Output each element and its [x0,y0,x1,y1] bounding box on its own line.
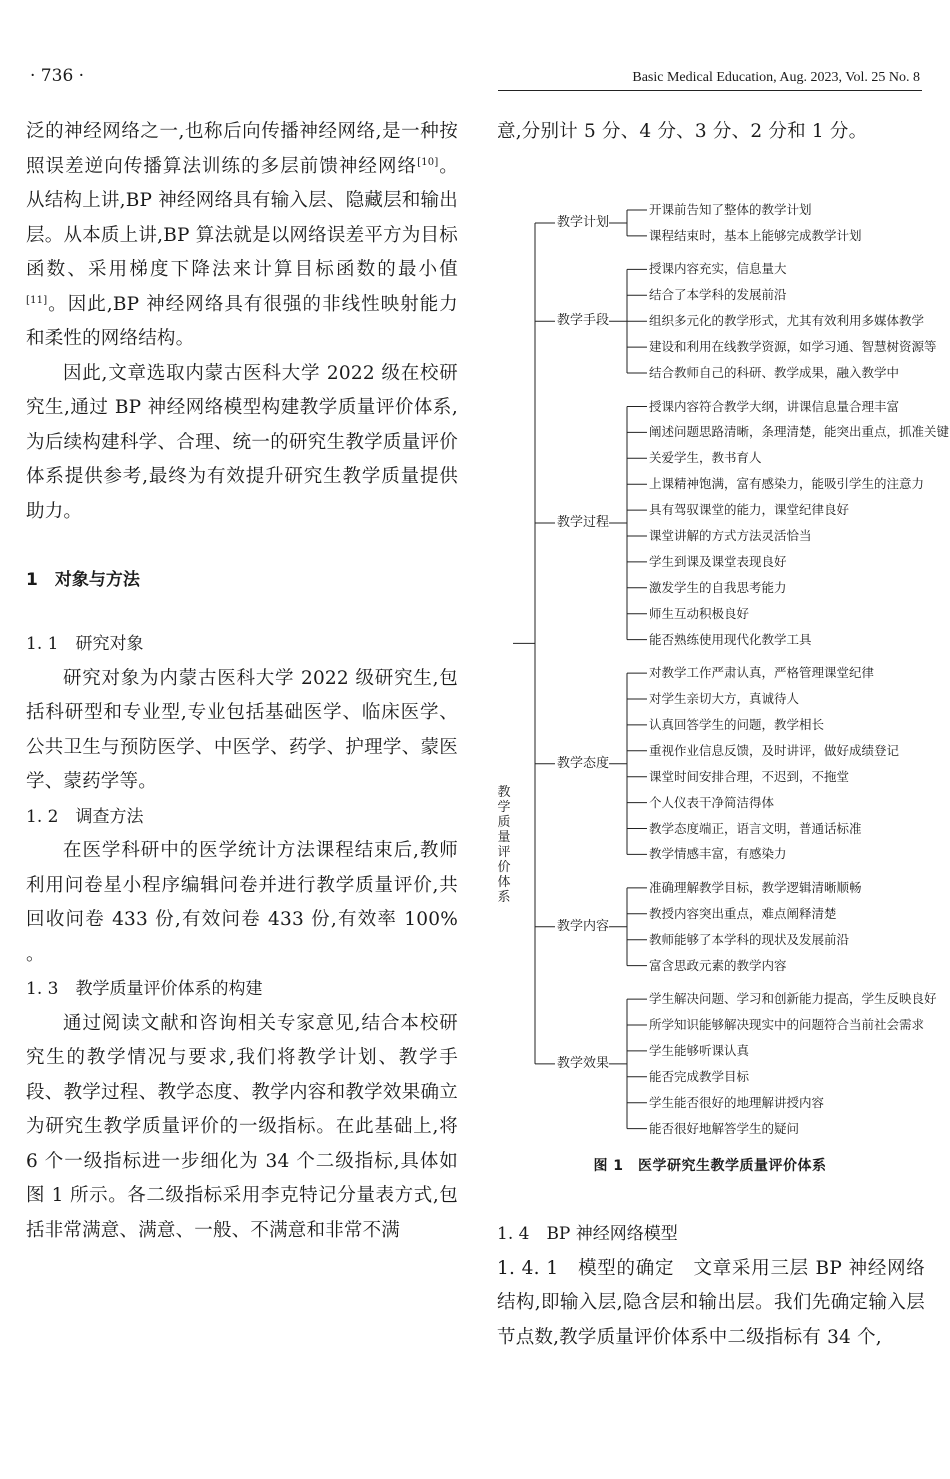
page-number: · 736 · [30,66,85,86]
paragraph-model: 1. 4. 1 模型的确定 文章采用三层 BP 神经网络结构,即输入层,隐含层和输出层。我们先确定输入层节点数,教学质量评价体系中二级指标有 34 个, [497,1257,925,1348]
subsection-heading: 1. 1 研究对象 [26,634,144,654]
tree-leaf-item: 教授内容突出重点，难点阐释清楚 [649,905,837,921]
tree-leaf-item: 认真回答学生的问题，教学相长 [649,716,825,732]
tree-leaf-item: 课堂讲解的方式方法灵活恰当 [649,528,812,543]
tree-root-label: 教学质量评价体系 [497,785,511,905]
paragraph-purpose: 因此,文章选取内蒙古医科大学 2022 级在校研究生,通过 BP 神经网络模型构建教学质量评价体系,为后续构建科学、合理、统一的研究生教学质量评价体系提供参考,最终为有效提升研究生教学质量提供助力。 [26,362,458,522]
tree-leaf-item: 学生能够听课认真 [649,1042,750,1058]
tree-leaf-item: 对教学工作严肃认真，严格管理课堂纪律 [649,665,875,681]
tree-leaf-item: 教学情感丰富，有感染力 [649,846,787,862]
tree-leaf-item: 授课内容符合教学大纲，讲课信息量合理丰富 [649,398,900,414]
citation: [11] [26,294,48,306]
subsection-heading: 1. 2 调查方法 [26,806,144,827]
tree-leaf-item: 富含思政元素的教学内容 [649,957,787,973]
tree-leaf-item: 所学知识能够解决现实中的问题符合当前社会需求 [649,1017,925,1032]
tree-leaf-item: 教学态度端正，语言文明，普通话标准 [649,820,862,836]
tree-leaf-item: 上课精神饱满，富有感染力，能吸引学生的注意力 [649,476,925,492]
tree-leaf-item: 关爱学生，教书育人 [649,450,762,466]
paragraph-construction: 通过阅读文献和咨询相关专家意见,结合本校研究生的教学情况与要求,我们将教学计划、教学手段、教学过程、教学态度、教学内容和教学效果确立为研究生教学质量评价的一级指标。在此基础上,将 6 个一级指标进一步细化为 34 个二级指标,具体如图 1 所示。各二级指标采用李克特记分量表方式,包括非常满意、满意、一般、不满意和非常不满 [26,1012,458,1241]
tree-leaf-item: 结合了本学科的发展前沿 [649,287,787,303]
tree-leaf-item: 授课内容充实，信息量大 [649,261,787,277]
tree-leaf-item: 准确理解教学目标，教学逻辑清晰顺畅 [649,879,862,895]
tree-category-label: 教学手段 [557,313,610,329]
right-column-top [497,115,925,150]
citation: [10] [417,156,439,168]
paragraph-survey: 在医学科研中的医学统计方法课程结束后,教师利用问卷星小程序编辑问卷并进行教学质量评价,共回收问卷 433 份,有效问卷 433 份,有效率 100% 。 [26,840,458,965]
figure-tree-diagram [495,190,950,1150]
tree-leaf-item: 能否熟练使用现代化教学工具 [649,631,812,647]
tree-leaf-item: 能否很好地解答学生的疑问 [649,1120,800,1136]
figure-caption: 图 1 医学研究生教学质量评价体系 [593,1158,827,1174]
subsection-heading: 1. 4 BP 神经网络模型 [497,1224,678,1244]
right-column-bottom [497,1217,925,1355]
tree-leaf-item: 建设和利用在线教学资源，如学习通、智慧树资源等 [649,339,937,355]
tree-leaf-item: 学生解决问题、学习和创新能力提高，学生反映良好 [649,991,937,1007]
tree-leaf-item: 对学生亲切大方，真诚待人 [649,691,800,706]
tree-leaf-item: 激发学生的自我思考能力 [649,579,787,595]
tree-leaf-item: 课程结束时，基本上能够完成教学计划 [649,227,862,243]
tree-leaf-item: 学生到课及课堂表现良好 [649,553,787,569]
tree-category-label: 教学过程 [557,515,610,531]
tree-leaf-item: 个人仪表干净简洁得体 [649,794,775,810]
tree-category-label: 教学效果 [557,1055,610,1071]
journal-header: Basic Medical Education, Aug. 2023, Vol. 25 No. 8 [632,70,920,85]
tree-leaf-item: 结合教师自己的科研、教学成果，融入教学中 [649,365,900,380]
left-column [26,115,458,1248]
tree-leaf-item: 课堂时间安排合理，不迟到，不拖堂 [649,768,850,784]
tree-category-label: 教学内容 [557,918,610,934]
tree-leaf-item: 组织多元化的教学形式，尤其有效利用多媒体教学 [649,313,925,329]
paragraph-continued: 意,分别计 5 分、4 分、3 分、2 分和 1 分。 [497,121,868,142]
paragraph-bp-intro: 泛的神经网络之一,也称后向传播神经网络,是一种按照误差逆向传播算法训练的多层前馈神经网络[10]。从结构上讲,BP 神经网络具有输入层、隐藏层和输出层。从本质上讲,BP 算法就是以网络误差平方为目标函数、采用梯度下降法来计算目标函数的最小值[11]。因此,BP 神经网络具有很强的非线性映射能力和柔性的网络结构。 [26,121,458,349]
section-heading: 1 对象与方法 [26,570,140,590]
tree-leaf-item: 能否完成教学目标 [649,1068,750,1084]
tree-leaf-item: 学生能否很好的地理解讲授内容 [649,1094,825,1110]
tree-leaf-item: 教师能够了本学科的现状及发展前沿 [649,931,850,947]
tree-leaf-item: 重视作业信息反馈，及时讲评，做好成绩登记 [649,742,900,758]
subsection-heading: 1. 3 教学质量评价体系的构建 [26,979,263,999]
tree-category-label: 教学态度 [557,755,610,771]
paragraph-subjects: 研究对象为内蒙古医科大学 2022 级研究生,包括科研型和专业型,专业包括基础医学、临床医学、公共卫生与预防医学、中医学、药学、护理学、蒙医学、蒙药学等。 [26,667,458,792]
tree-category-label: 教学计划 [557,214,610,230]
tree-leaf-item: 开课前告知了整体的教学计划 [649,202,812,217]
header-rule [498,90,922,91]
tree-leaf-item: 师生互动积极良好 [649,605,750,621]
tree-leaf-item: 具有驾驭课堂的能力，课堂纪律良好 [649,502,850,518]
tree-leaf-item: 阐述问题思路清晰，条理清楚，能突出重点，抓准关键 [649,424,950,440]
